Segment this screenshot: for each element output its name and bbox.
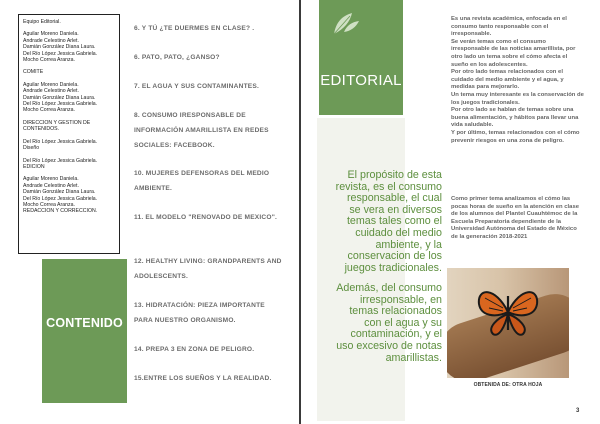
right-page [301, 0, 600, 424]
contents-title: CONTENIDO [46, 316, 123, 330]
contents-band [42, 259, 127, 403]
pull-quote-irresponsible: Además, del consumo irresponsable, en temas relacionados con el agua y su contaminación, y el uso excesivo de notas amarillistas. [336, 282, 442, 364]
staff-line: Andrade Celestino Arlet. [23, 37, 79, 44]
butterfly-icon [475, 282, 541, 340]
staff-line: COMITÉ [23, 69, 44, 76]
staff-line: CONTENIDOS. [23, 126, 60, 133]
staff-line: Mocho Correa Aranza. [23, 201, 75, 208]
editorial-team-box [18, 14, 120, 254]
toc-item[interactable]: 13. HIDRATACIÓN: PIEZA IMPORTANTE PARA NUESTRO ORGANISMO. [134, 302, 265, 324]
toc-item[interactable]: 15.ENTRE LOS SUEÑOS Y LA REALIDAD. [134, 375, 272, 382]
staff-line: DIRECCIÓN Y GESTIÓN DE [23, 119, 91, 126]
staff-line: Mocho Correa Aranza. [23, 107, 75, 114]
toc-item[interactable]: 6. PATO, PATO, ¿GANSO? [134, 54, 220, 61]
staff-line: Del Río López Jessica Gabriela. [23, 157, 98, 164]
toc-item[interactable]: 14. PREPA 3 EN ZONA DE PELIGRO. [134, 346, 255, 353]
staff-line: REDACCIÓN Y CORRECCIÓN. [23, 208, 98, 215]
page-number: 3 [576, 408, 580, 414]
toc-item[interactable]: 7. EL AGUA Y SUS CONTAMINANTES. [134, 83, 260, 90]
staff-line: Andrade Celestino Arlet. [23, 88, 79, 95]
butterfly-photo [447, 268, 569, 378]
toc-item[interactable]: 10. MUJERES DEFENSORAS DEL MEDIO AMBIENTE. [134, 170, 270, 192]
staff-line: Damián González Diana Laura. [23, 44, 96, 51]
toc-item[interactable]: 11. EL MODELO "RENOVADO DE MEXICO". [134, 214, 278, 221]
staff-line: Mocho Correa Aranza. [23, 57, 75, 64]
pull-quote-purpose: El propósito de esta revista, es el consumo responsable, el cual se vera en diversos temas tales como el cuidado del medio ambiente, y la conservacion de los juegos tradicionales. [335, 169, 442, 274]
staff-line: Del Río López Jessica Gabriela. [23, 50, 98, 57]
editorial-intro-text: Es una revista académica, enfocada en el consumo tanto responsable con el irresponsable. Se verán temas como el consumo irresponsable de las noticias amarillista, por otro lado un tema sobre el cómo afecta el sueño en los adolescentes. Por otro lado temas relacionados con el cuidado del medio ambiente y el agua, y medidas para mejorarlo. Un tema muy interesante es la conservación de los juegos tradicionales. Por otro lado se hablan de temas sobre una buena alimentación, y hábitos para llevar una vida saludable. Y por último, temas relacionados con el cómo prevenir riesgos en una zona de peligro. [451, 16, 584, 144]
staff-line: Del Río López Jessica Gabriela. [23, 138, 98, 145]
staff-line: Aguilar Moreno Daniela. [23, 81, 79, 88]
left-page [0, 0, 299, 424]
staff-line: Damián González Diana Laura. [23, 94, 96, 101]
staff-line: Aguilar Moreno Daniela. [23, 176, 79, 183]
editorial-title: EDITORIAL [320, 72, 402, 89]
toc-item[interactable]: 12. HEALTHY LIVING: GRANDPARENTS AND ADOLESCENTS. [134, 258, 282, 280]
photo-credit: OBTENIDA DE: OTRA HOJA [473, 382, 543, 388]
staff-line: Del Río López Jessica Gabriela. [23, 101, 98, 108]
editorial-second-text: Como primer tema analizamos el cómo las pocas horas de sueño en la atención en clase de los alumnos del Plantel Cuauhtémoc de la Escuela Preparatoria dependiente de la Universidad Autónoma del Estado de México de la generación 2018-2021 [451, 196, 580, 240]
toc-item[interactable]: 6. Y TÚ ¿TE DUERMES EN CLASE? . [134, 25, 255, 32]
staff-line: EDICIÓN [23, 163, 45, 170]
staff-line: Equipo Editorial. [23, 19, 61, 25]
staff-line: Andrade Celestino Arlet. [23, 182, 79, 189]
staff-line: Del Río López Jessica Gabriela. [23, 195, 98, 202]
staff-line: Diseño [23, 145, 40, 152]
staff-line: Aguilar Moreno Daniela. [23, 31, 79, 38]
staff-line: Damián González Diana Laura. [23, 189, 96, 196]
toc-item[interactable]: 8. CONSUMO IRESPONSABLE DE INFORMACIÓN AMARILLISTA EN REDES SOCIALES: FACEBOOK. [134, 112, 269, 149]
leaf-icon [332, 10, 360, 36]
editorial-team-list [23, 19, 115, 215]
